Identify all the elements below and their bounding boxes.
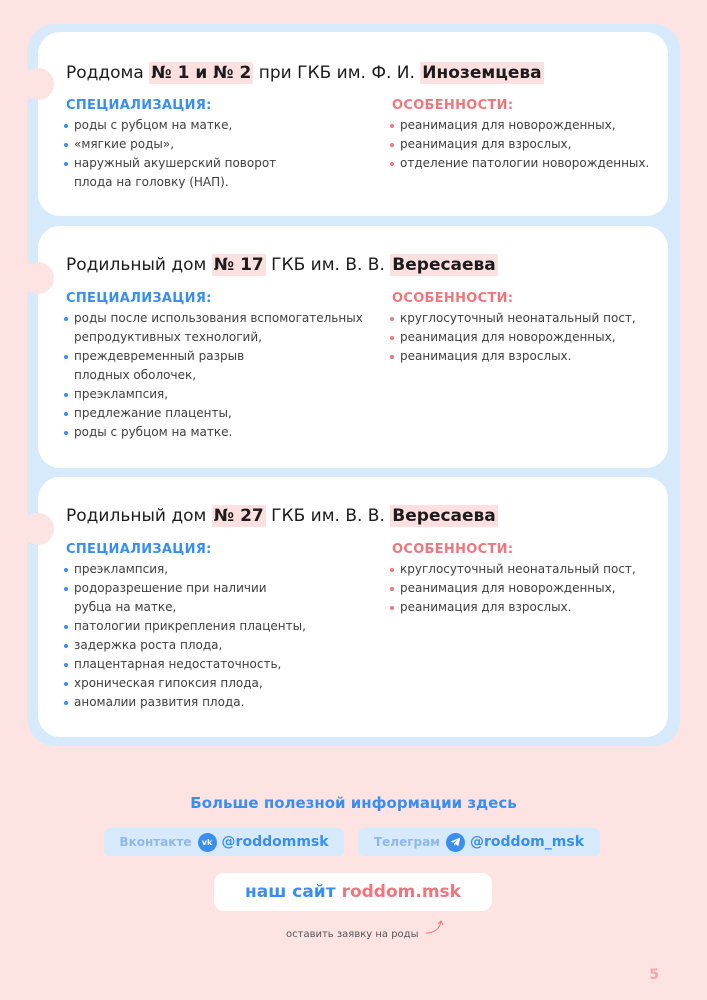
more-info-heading: Больше полезной информации здесь [190, 794, 517, 812]
specialization-heading: СПЕЦИАЛИЗАЦИЯ: [66, 98, 212, 113]
bullet-icon [64, 568, 68, 572]
features-list [390, 309, 660, 366]
telegram-icon [446, 833, 465, 852]
telegram-label: Телеграм [373, 835, 440, 849]
bullet-icon [64, 124, 68, 128]
curved-arrow-icon [424, 918, 446, 936]
list-item: «мягкие роды», [64, 135, 374, 154]
bullet-icon [390, 162, 394, 166]
list-item: плацентарная недостаточность, [64, 655, 374, 674]
list-item: преэклампсия, [64, 560, 374, 579]
website-prefix: наш сайт [245, 882, 336, 902]
card-title [66, 254, 498, 276]
bullet-icon [64, 701, 68, 705]
card-notch [22, 68, 54, 100]
features-heading: ОСОБЕННОСТИ: [392, 291, 514, 306]
list-item-continued: рубца на матке, [74, 600, 177, 614]
list-item: преэклампсия, [64, 385, 374, 404]
vk-link[interactable] [104, 828, 344, 856]
features-heading: ОСОБЕННОСТИ: [392, 98, 514, 113]
title-hospital: ГКБ им. В. В. [265, 506, 391, 526]
list-item-continued: репродуктивных технологий, [74, 330, 262, 344]
list-item-continued: плода на головку (НАП). [74, 175, 229, 189]
list-item: реанимация для взрослых. [390, 347, 660, 366]
specialization-heading: СПЕЦИАЛИЗАЦИЯ: [66, 291, 212, 306]
title-number: № 27 [213, 506, 264, 526]
card-notch [22, 262, 54, 294]
bullet-icon [64, 663, 68, 667]
list-item: родоразрешение при наличии [64, 579, 374, 598]
title-name: Вересаева [392, 255, 496, 275]
title-number: № 1 и № 2 [151, 63, 252, 83]
specialization-list [64, 116, 374, 192]
bullet-icon [390, 317, 394, 321]
list-item: преждевременный разрыв [64, 347, 374, 366]
bullet-icon [64, 587, 68, 591]
maternity-card-1 [38, 32, 668, 216]
vk-label: Вконтакте [119, 835, 192, 849]
list-item: роды с рубцом на матке. [64, 423, 374, 442]
bullet-icon [64, 393, 68, 397]
list-item: роды с рубцом на матке, [64, 116, 374, 135]
bullet-icon [390, 606, 394, 610]
page-number: 5 [649, 967, 659, 983]
title-number: № 17 [213, 255, 264, 275]
bullet-icon [390, 124, 394, 128]
website-link[interactable] [214, 873, 492, 911]
features-heading: ОСОБЕННОСТИ: [392, 542, 514, 557]
bullet-icon [64, 162, 68, 166]
list-item: реанимация для взрослых, [390, 135, 660, 154]
bullet-icon [64, 143, 68, 147]
bullet-icon [64, 355, 68, 359]
bullet-icon [64, 317, 68, 321]
list-item-continued: плодных оболочек, [74, 368, 197, 382]
title-name: Иноземцева [422, 63, 542, 83]
bullet-icon [64, 644, 68, 648]
title-hospital: ГКБ им. В. В. [265, 255, 391, 275]
vk-handle: @roddommsk [221, 834, 329, 850]
specialization-heading: СПЕЦИАЛИЗАЦИЯ: [66, 542, 212, 557]
list-item: задержка роста плода, [64, 636, 374, 655]
bullet-icon [390, 336, 394, 340]
title-prefix: Родильный дом [66, 255, 212, 275]
maternity-card-2 [38, 226, 668, 468]
list-item: роды после использования вспомогательных [64, 309, 374, 328]
vk-icon: vk [198, 833, 217, 852]
bullet-icon [64, 682, 68, 686]
list-item: наружный акушерский поворот [64, 154, 374, 173]
list-item: реанимация для взрослых. [390, 598, 660, 617]
apply-caption: оставить заявку на роды [286, 929, 419, 940]
specialization-list [64, 560, 374, 712]
list-item: реанимация для новорожденных, [390, 328, 660, 347]
bullet-icon [64, 625, 68, 629]
card-title [66, 505, 498, 527]
list-item: хроническая гипоксия плода, [64, 674, 374, 693]
list-item: отделение патологии новорожденных. [390, 154, 660, 173]
title-prefix: Родильный дом [66, 506, 212, 526]
bullet-icon [390, 568, 394, 572]
specialization-list [64, 309, 374, 442]
list-item: реанимация для новорожденных, [390, 116, 660, 135]
bullet-icon [390, 355, 394, 359]
website-url: roddom.msk [341, 882, 461, 902]
bullet-icon [390, 587, 394, 591]
list-item: аномалии развития плода. [64, 693, 374, 712]
card-notch [22, 513, 54, 545]
telegram-link[interactable] [358, 828, 600, 856]
title-name: Вересаева [392, 506, 496, 526]
bullet-icon [390, 143, 394, 147]
title-prefix: Роддома [66, 63, 150, 83]
maternity-card-3 [38, 477, 668, 737]
list-item: реанимация для новорожденных, [390, 579, 660, 598]
features-list [390, 116, 660, 173]
telegram-handle: @roddom_msk [470, 834, 585, 850]
card-title [66, 62, 544, 84]
list-item: круглосуточный неонатальный пост, [390, 309, 660, 328]
list-item: круглосуточный неонатальный пост, [390, 560, 660, 579]
bullet-icon [64, 412, 68, 416]
bullet-icon [64, 431, 68, 435]
list-item: предлежание плаценты, [64, 404, 374, 423]
title-hospital: при ГКБ им. Ф. И. [253, 63, 421, 83]
features-list [390, 560, 660, 617]
list-item: патологии прикрепления плаценты, [64, 617, 374, 636]
